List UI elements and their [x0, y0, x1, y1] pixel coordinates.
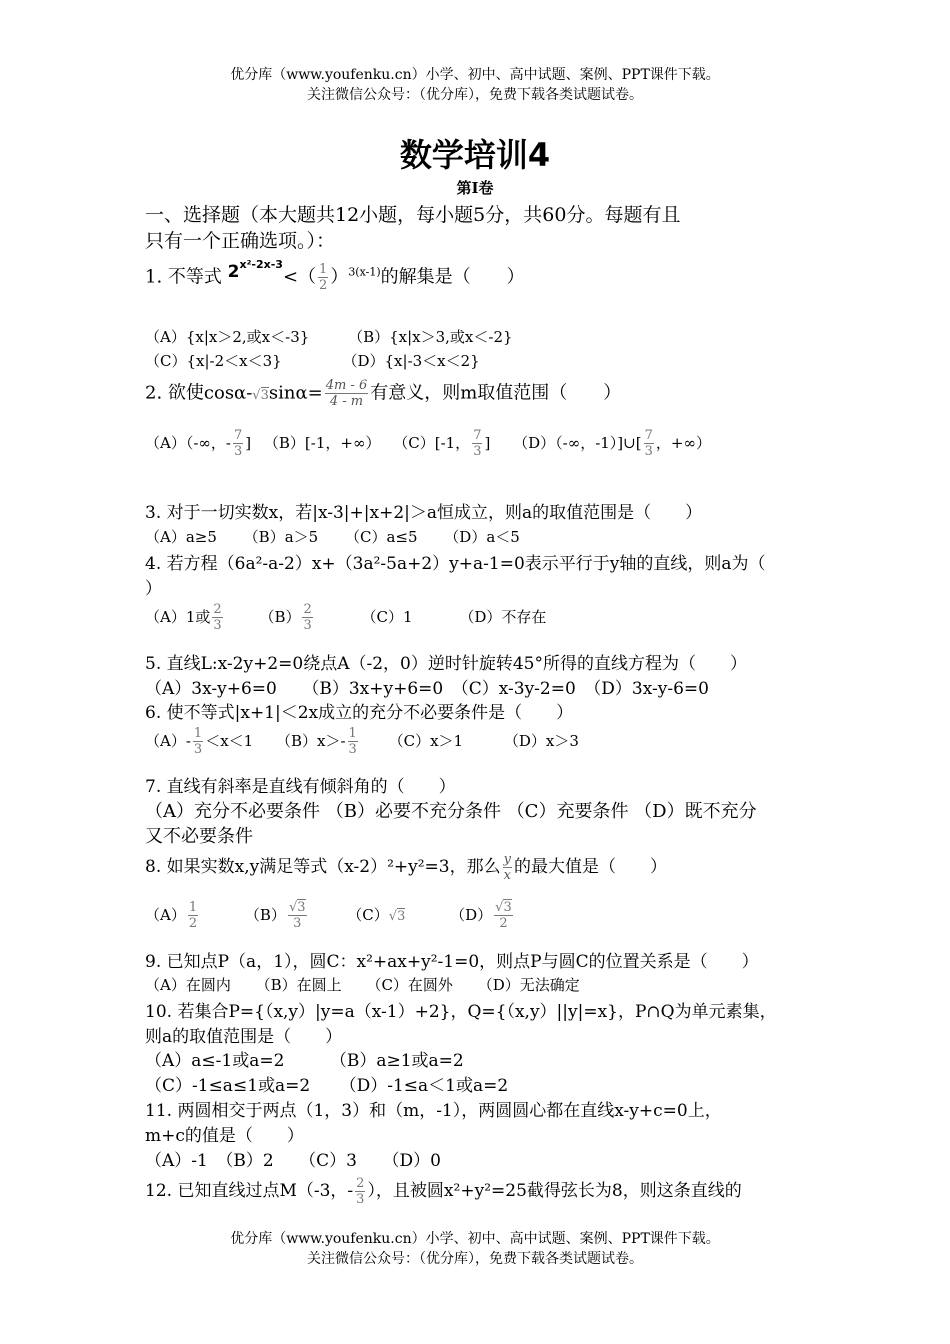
- q2-option-c: （C）[-1， $\frac{7}{3}$ ]: [393, 428, 491, 459]
- section-heading-2: 只有一个正确选项。）：: [145, 230, 336, 252]
- question-11-cont: m+c的值是（ ）: [145, 1126, 304, 1146]
- q3-option-b: （B）a＞5: [243, 528, 319, 546]
- q8-option-c: （C）√3: [347, 905, 406, 924]
- q9-option-b: （B）在圆上: [255, 976, 342, 994]
- footer-line-1: 优分库（www.youfenku.cn）小学、初中、高中试题、案例、PPT课件下载。: [230, 1231, 720, 1247]
- q7-options-2: 又不必要条件: [145, 826, 253, 847]
- question-4-cont: ）: [145, 579, 162, 599]
- question-2: 2. 欲使cosα-√3sinα= $\frac{4m - 6}{4 - m}$ 有意义，则m取值范围（ ）: [145, 378, 622, 409]
- question-8: 8. 如果实数x,y满足等式（x-2）²+y²=3，那么 $\frac{y}{x}$ 的最大值是（ ）: [145, 852, 667, 883]
- question-9: 9. 已知点P（a，1），圆C：x²+ax+y²-1=0，则点P与圆C的位置关系是（ ）: [145, 952, 759, 972]
- q6-option-a: （A）- $\frac{1}{3}$ ＜x＜1: [145, 726, 254, 757]
- q6-option-c: （C）x＞1: [388, 731, 464, 750]
- q7-options-1: （A）充分不必要条件 （B）必要不充分条件 （C）充要条件 （D）既不充分: [145, 801, 757, 822]
- q4-option-b: （B） $\frac{2}{3}$: [259, 602, 312, 633]
- footer-line-2: 关注微信公众号：（优分库），免费下载各类试题试卷。: [307, 1251, 643, 1267]
- question-12: 12. 已知直线过点M（-3，- $\frac{2}{3}$ ），且被圆x²+y²=25截得弦长为8，则这条直线的: [145, 1176, 742, 1207]
- q9-option-a: （A）在圆内: [145, 976, 231, 994]
- q1-option-a: （A）{x|x＞2,或x＜-3}: [145, 328, 310, 346]
- q10-option-a: （A）a≤-1或a=2: [145, 1051, 285, 1071]
- q6-option-b: （B）x＞- $\frac{1}{3}$: [275, 726, 357, 757]
- q10-option-c: （C）-1≤a≤1或a=2: [145, 1076, 311, 1096]
- q2-options: [145, 428, 711, 459]
- q8-option-b: （B） $\frac{√3}{3}$: [244, 900, 306, 931]
- q3-options: [145, 526, 520, 547]
- q4-option-d: （D）不存在: [459, 607, 547, 626]
- q8-options: [145, 900, 515, 931]
- q10-option-b: （B）a≥1或a=2: [329, 1051, 464, 1071]
- section-heading-1: 一、选择题（本大题共12小题，每小题5分，共60分。每题有且: [145, 204, 681, 226]
- q9-option-d: （D）无法确定: [477, 976, 580, 994]
- question-4: 4. 若方程（6a²-a-2）x+（3a²-5a+2）y+a-1=0表示平行于y轴的直线，则a为（: [145, 554, 766, 574]
- question-7: 7. 直线有斜率是直线有倾斜角的（ ）: [145, 777, 456, 797]
- page-title: 数学培训4: [399, 136, 551, 174]
- question-11: 11. 两圆相交于两点（1，3）和（m，-1），两圆圆心都在直线x-y+c=0上，: [145, 1101, 722, 1121]
- question-10: 10. 若集合P={（x,y）|y=a（x-1）+2}，Q={（x,y）||y|=x}，P∩Q为单元素集，: [145, 1002, 777, 1022]
- q1-option-c: （C）{x|-2＜x＜3}: [145, 352, 282, 370]
- q8-option-d: （D） $\frac{√3}{2}$: [450, 900, 512, 931]
- question-10-cont: 则a的取值范围是（ ）: [145, 1027, 343, 1047]
- q5-options: （A）3x-y+6=0 （B）3x+y+6=0 （C）x-3y-2=0 （D）3x-y-6=0: [145, 679, 709, 699]
- q1-options-row-1: [145, 326, 513, 347]
- q4-options: [145, 602, 546, 633]
- q1-option-b: （B）{x|x＞3,或x＜-2}: [348, 328, 513, 346]
- question-5: 5. 直线L:x-2y+2=0绕点A（-2，0）逆时针旋转45°所得的直线方程为（ ）: [145, 654, 747, 674]
- q6-options: [145, 726, 579, 757]
- q8-option-a: （A） $\frac{1}{2}$: [145, 900, 198, 931]
- q6-option-d: （D）x＞3: [503, 731, 579, 750]
- header-line-2: 关注微信公众号：（优分库），免费下载各类试题试卷。: [307, 87, 643, 103]
- q2-option-d: （D）（-∞，-1）]∪[ $\frac{7}{3}$ ，+∞）: [513, 428, 711, 459]
- question-3: 3. 对于一切实数x，若|x-3|+|x+2|＞a恒成立，则a的取值范围是（ ）: [145, 503, 703, 523]
- q9-option-c: （C）在圆外: [366, 976, 453, 994]
- question-1: 1. 不等式 $2^{x^2-2x-3}<$（ $\frac{1}{2}$ ）$^{3(x-1)}$的解集是（ ）: [145, 257, 525, 293]
- q11-options: （A）-1 （B）2 （C）3 （D）0: [145, 1151, 441, 1171]
- header-line-1: 优分库（www.youfenku.cn）小学、初中、高中试题、案例、PPT课件下载。: [230, 67, 720, 83]
- q9-options: [145, 974, 580, 995]
- q3-option-d: （D）a＜5: [444, 528, 520, 546]
- q3-option-a: （A）a≥5: [145, 528, 217, 546]
- q1-option-d: （D）{x|-3＜x＜2}: [342, 352, 480, 370]
- q3-option-c: （C）a≤5: [344, 528, 418, 546]
- q10-options-row-2: [145, 1071, 508, 1096]
- q2-option-b: （B）[-1，+∞）: [263, 433, 381, 452]
- q4-option-a: （A）1或 $\frac{2}{3}$: [145, 602, 222, 633]
- q2-option-a: （A）（-∞，- $\frac{7}{3}$ ]: [145, 428, 252, 459]
- q10-options-row-1: [145, 1046, 464, 1071]
- volume-label: 第Ⅰ卷: [456, 179, 494, 197]
- question-6: 6. 使不等式|x+1|＜2x成立的充分不必要条件是（ ）: [145, 703, 574, 723]
- q1-options-row-2: [145, 350, 480, 371]
- q10-option-d: （D）-1≤a＜1或a=2: [339, 1076, 509, 1096]
- q4-option-c: （C）1: [361, 607, 413, 626]
